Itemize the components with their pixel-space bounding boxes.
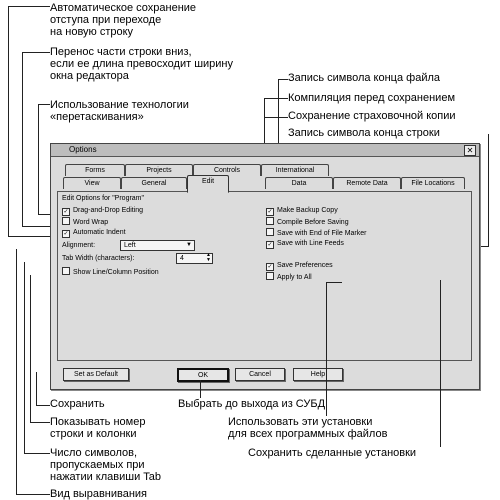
option-backup-copy[interactable]: ✓ Make Backup Copy <box>267 207 338 215</box>
group-label: Edit Options for "Program" <box>62 195 145 202</box>
ok-button[interactable]: OK <box>177 368 229 382</box>
annotation-use-for-all: Использовать эти установки для всех программных файлов <box>228 416 388 440</box>
tab-view[interactable]: View <box>63 177 121 189</box>
tab-forms[interactable]: Forms <box>65 164 125 176</box>
help-button[interactable]: Help <box>293 368 343 381</box>
cancel-button[interactable]: Cancel <box>235 368 285 381</box>
leader-line <box>264 98 265 148</box>
tab-general[interactable]: General <box>121 177 187 189</box>
option-compile-before-save[interactable]: Compile Before Saving <box>266 217 349 227</box>
leader-line <box>16 494 50 495</box>
checkbox-unchecked[interactable] <box>266 272 274 280</box>
leader-line <box>440 280 441 447</box>
tab-width-label: Tab Width (characters): <box>62 255 135 262</box>
tab-width-spinner[interactable]: 4 ▲ ▼ <box>176 253 213 264</box>
spin-arrows-icon[interactable]: ▲ ▼ <box>206 252 211 263</box>
annotation-word-wrap: Перенос части строки вниз, если ее длина превосходит ширину окна редактора <box>50 46 234 82</box>
checkbox-unchecked[interactable] <box>62 217 70 225</box>
dialog-titlebar <box>51 144 479 157</box>
leader-line <box>38 104 39 214</box>
tab-file-locations[interactable]: File Locations <box>401 177 465 189</box>
leader-line <box>326 282 342 283</box>
leader-line <box>278 79 288 80</box>
checkbox-unchecked[interactable] <box>266 217 274 225</box>
alignment-select[interactable]: Left ▼ <box>120 240 195 251</box>
annotation-save-settings: Сохранить сделанные установки <box>248 447 417 459</box>
leader-line <box>36 372 37 405</box>
annotation-eof-marker: Запись символа конца файла <box>288 72 440 84</box>
checkbox-checked[interactable]: ✓ <box>267 209 273 215</box>
leader-line <box>36 405 50 406</box>
option-drag-drop[interactable]: ✓ Drag-and-Drop Editing <box>63 207 144 215</box>
checkbox-checked[interactable]: ✓ <box>267 264 273 270</box>
tab-projects[interactable]: Projects <box>125 164 193 176</box>
leader-line <box>264 117 288 118</box>
option-eof-marker[interactable]: Save with End of File Marker <box>266 228 366 238</box>
tab-international[interactable]: International <box>261 164 329 176</box>
annotation-alignment: Вид выравнивания <box>50 488 148 500</box>
annotation-backup-copy: Сохранение страховочной копии <box>288 110 456 122</box>
leader-line <box>22 52 23 226</box>
alignment-label: Alignment: <box>62 242 96 249</box>
chevron-down-icon: ▼ <box>186 242 192 248</box>
option-word-wrap[interactable]: Word Wrap <box>62 217 108 227</box>
dialog-title: Options <box>69 145 97 154</box>
leader-line <box>30 422 50 423</box>
leader-line <box>488 134 489 247</box>
option-show-line-col[interactable]: Show Line/Column Position <box>62 267 159 277</box>
leader-line <box>24 453 50 454</box>
checkbox-unchecked[interactable] <box>266 228 274 236</box>
annotation-compile-before-save: Компиляция перед сохранением <box>288 92 456 104</box>
annotation-drag-drop: Использование технологии «перетаскивания» <box>50 99 189 123</box>
option-line-feeds[interactable]: ✓ Save with Line Feeds <box>267 240 344 248</box>
leader-line <box>30 275 31 422</box>
annotation-show-row-col: Показывать номер строки и колонки <box>50 416 146 440</box>
annotation-tab-chars: Число символов, пропускаемых при нажатии клавиши Tab <box>50 447 162 483</box>
checkbox-checked[interactable]: ✓ <box>63 209 69 215</box>
annotation-save: Сохранить <box>50 398 105 410</box>
leader-line <box>22 52 50 53</box>
leader-line <box>16 249 17 494</box>
tab-remote-data[interactable]: Remote Data <box>333 177 401 189</box>
set-default-button[interactable]: Set as Default <box>63 368 129 381</box>
option-apply-to-all[interactable]: Apply to All <box>266 272 312 282</box>
leader-line <box>200 380 201 398</box>
annotation-choose-before-exit: Выбрать до выхода из СУБД <box>178 398 326 410</box>
checkbox-checked[interactable]: ✓ <box>63 231 69 237</box>
annotation-auto-indent: Автоматическое сохранение отступа при переходе на новую строку <box>50 2 197 38</box>
leader-line <box>8 6 50 7</box>
leader-line <box>8 6 9 236</box>
tab-controls[interactable]: Controls <box>193 164 261 176</box>
close-icon[interactable]: ✕ <box>464 145 476 156</box>
checkbox-checked[interactable]: ✓ <box>267 242 273 248</box>
option-auto-indent[interactable]: ✓ Automatic Indent <box>63 229 126 237</box>
tab-data[interactable]: Data <box>265 177 333 189</box>
leader-line <box>326 282 327 416</box>
edit-options-panel <box>57 191 472 361</box>
checkbox-unchecked[interactable] <box>62 267 70 275</box>
options-dialog <box>50 143 480 390</box>
option-save-preferences[interactable]: ✓ Save Preferences <box>267 262 333 270</box>
leader-line <box>38 104 50 105</box>
leader-line <box>264 98 288 99</box>
annotation-line-feeds: Запись символа конца строки <box>288 127 440 139</box>
tab-edit[interactable]: Edit <box>187 175 229 193</box>
leader-line <box>24 262 25 453</box>
